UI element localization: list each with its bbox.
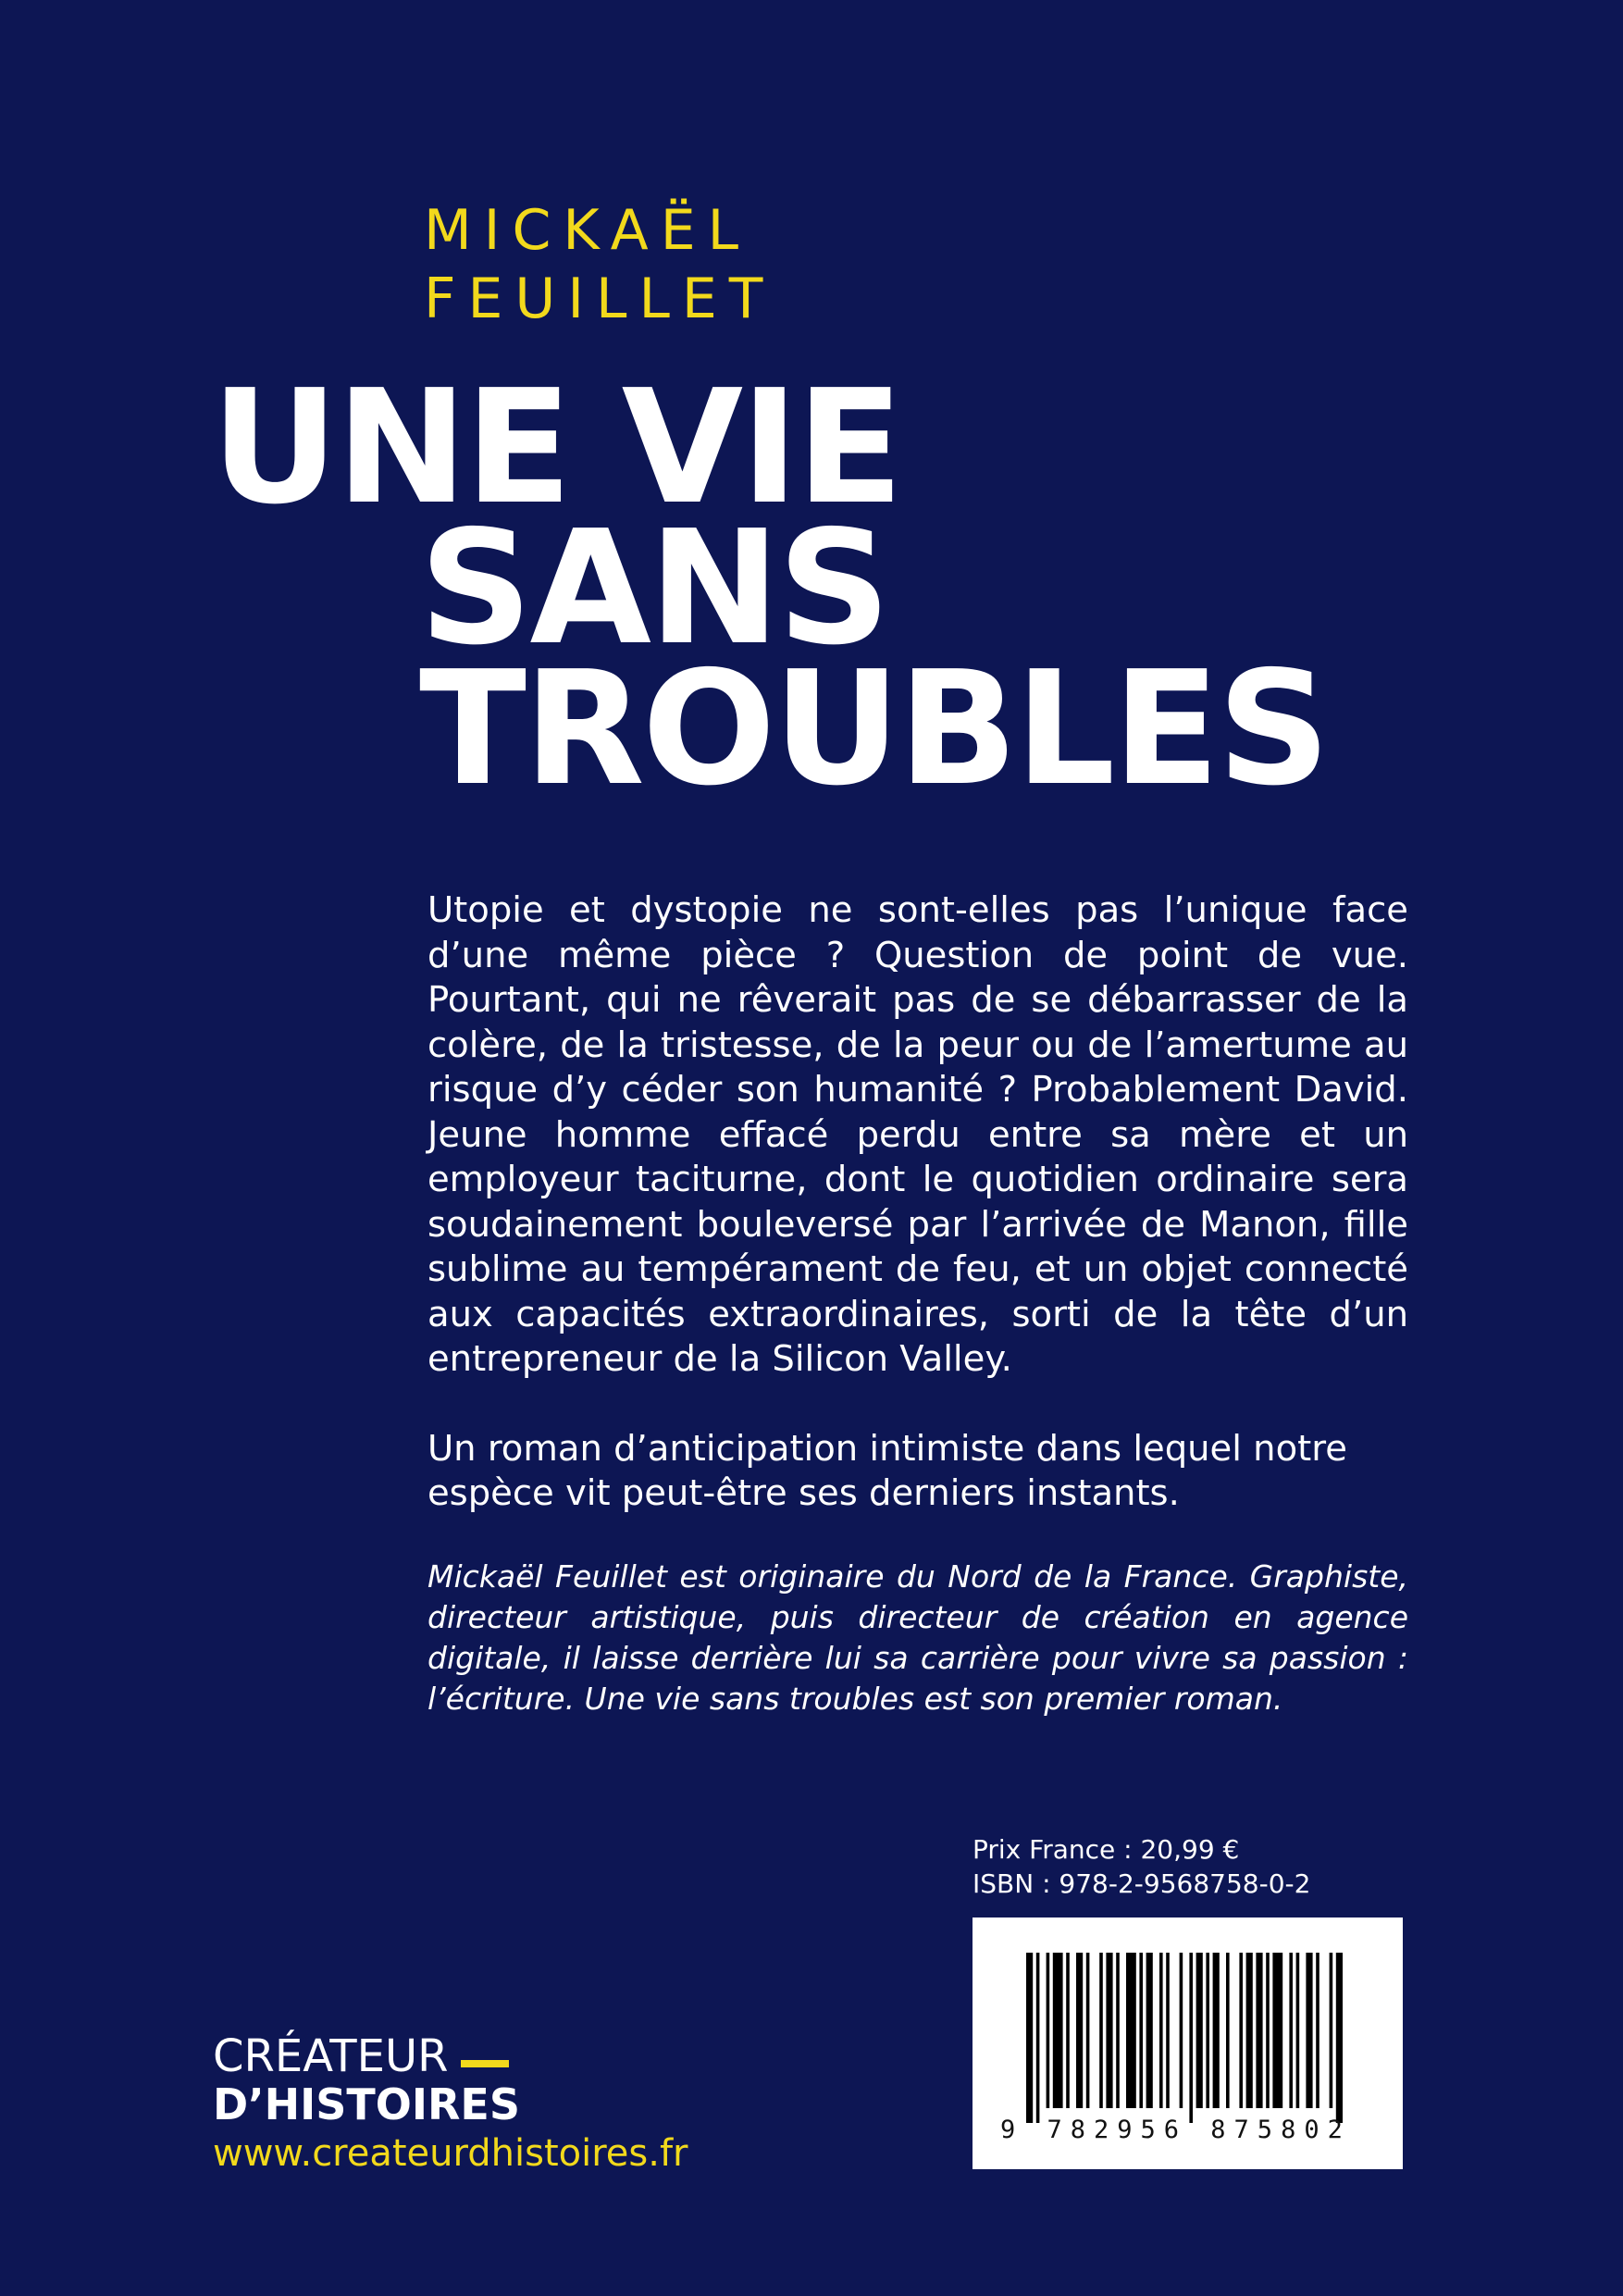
barcode-bar (1086, 1953, 1090, 2108)
title-line-3: TROUBLES (419, 638, 1328, 821)
barcode-bar (1226, 1953, 1230, 2108)
barcode-bar (1272, 1953, 1282, 2108)
barcode-bar (1306, 1953, 1312, 2108)
barcode-bar (1106, 1953, 1112, 2108)
barcode-bar (1139, 1953, 1143, 2108)
barcode (973, 1917, 1403, 2169)
barcode-bar (1246, 1953, 1253, 2108)
barcode-bar (1196, 1953, 1203, 2108)
blurb-paragraph-1: Utopie et dystopie ne sont-elles pas l’unique face d’une même pièce ? Question de point de vue. Pourtant, qui ne rêverait pas de se débarrasser de la colère, de la tristesse, de la peur ou de l’amertume au risque d’y céder son humanité ? Probablement David. Jeune homme effacé perdu entre sa mère et un employeur taciturne, dont le quotidien ordinaire sera soudainement bouleversé par l’arrivée de Manon, fille sublime au tempérament de feu, et un objet connecté aux capacités extraordinaires, sorti de la tête d’un entrepreneur de la Silicon Valley. (427, 889, 1408, 1380)
barcode-bar (1180, 1953, 1183, 2108)
barcode-bar (1296, 1953, 1300, 2108)
barcode-bar (1213, 1953, 1220, 2108)
barcode-bar (1266, 1953, 1270, 2108)
barcode-bar (1126, 1953, 1136, 2108)
barcode-bar (1256, 1953, 1262, 2108)
barcode-bar (1036, 1953, 1040, 2123)
barcode-bar (1099, 1953, 1103, 2108)
barcode-bar (1289, 1953, 1293, 2108)
price-info (973, 1832, 1310, 1901)
title-line-1: UNE VIE (211, 356, 901, 540)
publisher-name-line-1: CRÉATEUR (213, 2030, 449, 2082)
barcode-bar (1066, 1953, 1070, 2108)
barcode-bar (1053, 1953, 1063, 2108)
barcode-bar (1336, 1953, 1343, 2123)
price-text: Prix France : 20,99 € (973, 1834, 1240, 1865)
author-first-name: MICKAËL (424, 198, 751, 263)
author-bio: Mickaël Feuillet est originaire du Nord de la France. Graphiste, directeur artistique, puis directeur de création en agence digitale, il laisse derrière lui sa carrière pour vivre sa passion : l’écriture. Une vie sans troubles est son premier roman. (427, 1558, 1408, 1717)
barcode-bar (1316, 1953, 1319, 2108)
author-name (424, 196, 774, 333)
barcode-bar (1146, 1953, 1153, 2108)
barcode-bar (1116, 1953, 1120, 2108)
barcode-digits: 9 782956 875802 (1000, 2116, 1351, 2144)
barcode-bar (1026, 1953, 1033, 2123)
blurb-paragraph-2: Un roman d’anticipation intimiste dans lequel notre espèce vit peut-être ses derniers instants. (427, 1427, 1347, 1514)
barcode-bar (1076, 1953, 1083, 2108)
barcode-bar (1166, 1953, 1170, 2108)
barcode-bar (1330, 1953, 1333, 2108)
book-blurb (427, 888, 1408, 1517)
barcode-bar (1189, 1953, 1193, 2123)
isbn-text: ISBN : 978-2-9568758-0-2 (973, 1868, 1311, 1899)
publisher-logo (213, 2032, 520, 2128)
title-line-2: SANS (419, 497, 888, 680)
barcode-bar (1239, 1953, 1243, 2108)
publisher-website: www.createurdhistoires.fr (213, 2132, 688, 2175)
publisher-name-line-2: D’HISTOIRES (213, 2079, 520, 2129)
barcode-bar (1159, 1953, 1163, 2108)
barcode-bar (1047, 1953, 1050, 2108)
barcode-bar (1206, 1953, 1209, 2108)
logo-dash (461, 2060, 509, 2067)
author-last-name: FEUILLET (424, 267, 775, 331)
